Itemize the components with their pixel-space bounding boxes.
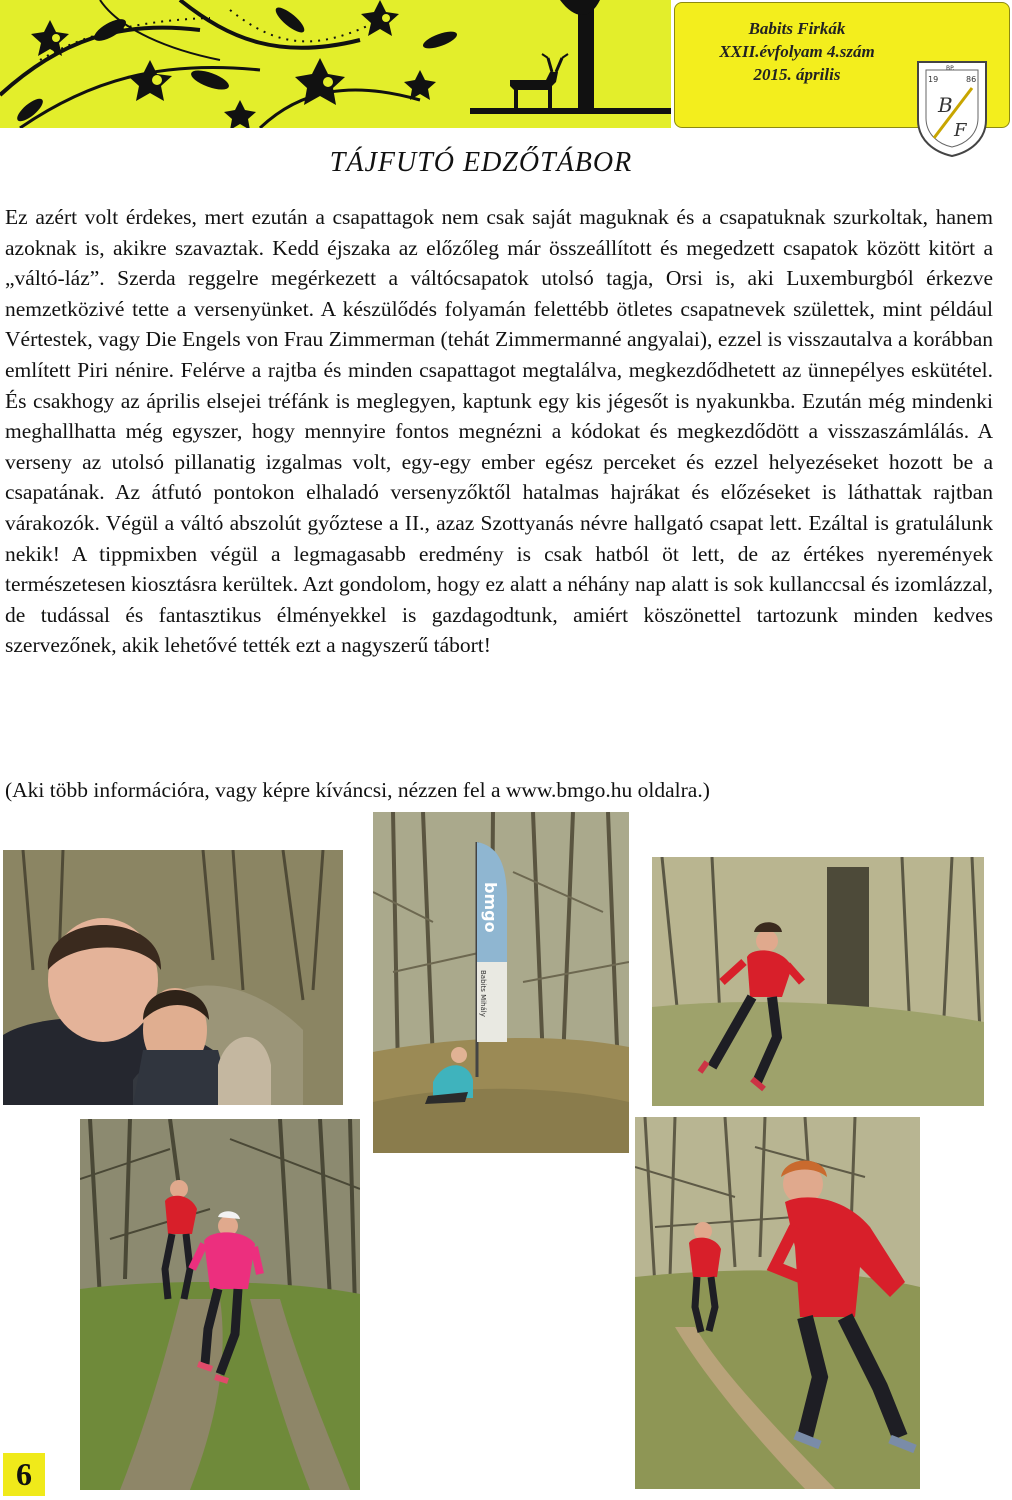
flower-deer-illustration xyxy=(0,0,671,128)
crest-letter-b: B xyxy=(938,93,953,117)
volume-issue: XXII.évfolyam 4.szám xyxy=(719,42,875,61)
crest-letter-f: F xyxy=(954,120,967,141)
article-body-paragraph: Ez azért volt érdekes, mert ezután a csapattagok nem csak saját maguknak és a csapatuknak szurkoltak, hanem azoknak is, akikre szavaztak. Kedd éjszaka az előzőleg már összeállított és megedzett csapatok között kitört a „váltó-láz”. Szerda reggelre megérkezett a váltócsapatok utolsó tagja, Orsi is, aki Luxemburgból érkezve nemzetközivé tette a versenyünket. A készülődés folyamán felettébb ötletes csapatnevek születtek, mint például Vértestek, vagy Die Engels von Frau Zimmerman (tehát Zimmermanné angyalai), ezzel is visszautalva a korábban említett Piri nénire. Felérve a rajtba és minden csapattagot megtalálva, megkezdődhetett az ünnepélyes eskütétel. És csakhogy az április elsejei tréfánk is meglegyen, kaptunk egy kis jégesőt is nyakunkba. Ezután még mindenki meghallhatta még egyszer, hogy mennyire fontos megnézni a kódokat és megkezdődött a visszaszámlálás. A verseny az utolsó pillanatig izgalmas volt, egy-egy ember egész perceket és ezzel helyezéseket hozott be a csapatának. Az átfutó pontokon elhaladó versenyzőktől hatalmas hajrákat és előzéseket is láthattak rajtban várakozók. Végül a váltó abszolút győztese a II., azaz Szottyanás névre hallgató csapat lett. Ezáltal is gratulálunk nekik! A tippmixben végül a legmagasabb eredmény is csak hatból öt lett, de az értékes nyeremények természetesen kiosztásra kerültek. Azt gondolom, hogy ez alatt a néhány nap alatt is sok kullanccsal és izomlázzal, de tudással és fantasztikus élményekkel is gazdagodtunk, amiért köszönettel tartozunk minden kedves szervezőnek, akik lehetővé tették ezt a nagyszerű tábort! xyxy=(5,205,993,658)
article-title: TÁJFUTÓ EDZŐTÁBOR xyxy=(329,147,633,178)
page-number: 6 xyxy=(3,1453,45,1496)
crest-year-right: 86 xyxy=(966,75,977,84)
issue-date: 2015. április xyxy=(753,65,841,84)
flag-logo-text: bmgo xyxy=(481,882,500,933)
header-banner-illustration xyxy=(0,0,671,128)
photo-runner-red xyxy=(652,857,984,1106)
photo-flag-clearing xyxy=(373,812,629,1153)
crest-year-left: 19 xyxy=(928,75,939,84)
photo-two-boys xyxy=(3,850,343,1105)
article-note: (Aki több információra, vagy képre kíváncsi, nézzen fel a www.bmgo.hu oldalra.) xyxy=(5,778,710,802)
flag-lower-text: Babits Mihály xyxy=(479,970,487,1017)
publication-name: Babits Firkák xyxy=(748,19,846,38)
article-body xyxy=(5,202,993,661)
crest-abbrev: BP. xyxy=(946,65,955,72)
photo-runners-path xyxy=(80,1119,360,1490)
school-crest-logo xyxy=(914,58,990,158)
photo-runner-and-watcher xyxy=(635,1117,920,1489)
